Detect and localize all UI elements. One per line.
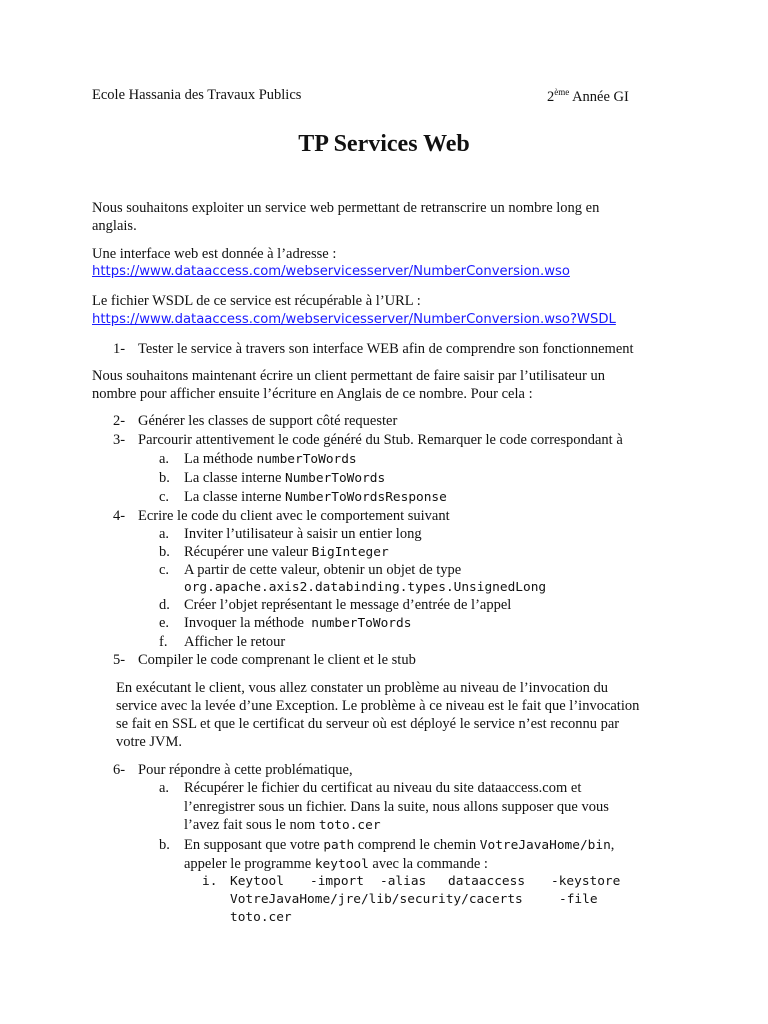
year-number: 2 bbox=[547, 88, 555, 105]
wsdl-link[interactable]: https://www.dataaccess.com/webservicesserver/NumberConversion.wso?WSDL bbox=[92, 312, 616, 327]
item-3b-code: NumberToWords bbox=[285, 471, 386, 486]
item-6b-text-5: avec la commande : bbox=[368, 856, 488, 872]
item-4b-mark: b. bbox=[159, 544, 170, 560]
item-4d-text: Créer l’objet représentant le message d’entrée de l’appel bbox=[184, 597, 512, 613]
item-1-number: 1- bbox=[113, 341, 126, 357]
cmd-file-value: toto.cer bbox=[230, 910, 292, 925]
item-6a-line-3-text: l’avez fait sous le nom bbox=[184, 817, 319, 833]
item-3a-text: La méthode bbox=[184, 451, 257, 467]
item-4e-text: Invoquer la méthode bbox=[184, 615, 312, 631]
para-2-line-2: nombre pour afficher ensuite l’écriture en Anglais de ce nombre. Pour cela : bbox=[92, 386, 533, 402]
item-6b-path-code: path bbox=[323, 838, 355, 853]
year-label bbox=[547, 87, 629, 106]
item-6a-line-3 bbox=[184, 817, 381, 834]
item-3b-mark: b. bbox=[159, 470, 170, 486]
web-interface-label: Une interface web est donnée à l’adresse : bbox=[92, 246, 337, 262]
item-4e-code: numberToWords bbox=[311, 616, 412, 631]
item-6a-line-2: l’enregistrer sous un fichier. Dans la suite, nous allons supposer que vous bbox=[184, 799, 609, 815]
year-program: Année GI bbox=[569, 88, 629, 105]
item-3-number: 3- bbox=[113, 432, 126, 448]
item-3c-text: La classe interne bbox=[184, 489, 286, 505]
para-3-line-2: service avec la levée d’une Exception. Le problème à ce niveau est le fait que l’invocation bbox=[116, 698, 640, 714]
item-4e-mark: e. bbox=[159, 615, 170, 631]
item-6a-line-1: Récupérer le fichier du certificat au niveau du site dataaccess.com et bbox=[184, 780, 582, 796]
item-4f-mark: f. bbox=[159, 634, 168, 650]
item-3a bbox=[184, 451, 357, 468]
para-2-line-1: Nous souhaitons maintenant écrire un client permettant de faire saisir par l’utilisateur un bbox=[92, 368, 605, 384]
cmd-keystore-path: VotreJavaHome/jre/lib/security/cacerts bbox=[230, 892, 523, 907]
item-4c-code: org.apache.axis2.databinding.types.UnsignedLong bbox=[184, 580, 547, 595]
item-6b-line-1 bbox=[184, 837, 614, 854]
year-superscript: ème bbox=[554, 87, 570, 97]
item-4-text: Ecrire le code du client avec le comportement suivant bbox=[138, 508, 450, 524]
item-3c-code: NumberToWordsResponse bbox=[285, 490, 447, 505]
item-3c bbox=[184, 489, 447, 506]
item-4a-mark: a. bbox=[159, 526, 170, 542]
cmd-file: -file bbox=[559, 892, 598, 907]
item-5-number: 5- bbox=[113, 652, 126, 668]
item-6a-filename: toto.cer bbox=[318, 818, 381, 833]
item-6b-text-4: appeler le programme bbox=[184, 856, 315, 872]
page-title: TP Services Web bbox=[298, 131, 470, 157]
item-6b-keytool-code: keytool bbox=[314, 857, 369, 872]
item-6-text: Pour répondre à cette problématique, bbox=[138, 762, 353, 778]
item-6b-text-3: , bbox=[610, 837, 615, 853]
item-3-text: Parcourir attentivement le code généré du Stub. Remarquer le code correspondant à bbox=[138, 432, 623, 448]
item-3b bbox=[184, 470, 385, 487]
item-3a-code: numberToWords bbox=[256, 452, 357, 467]
item-4b-code: BigInteger bbox=[311, 545, 389, 560]
item-4f-text: Afficher le retour bbox=[184, 634, 286, 650]
item-4b bbox=[184, 544, 389, 561]
wsdl-label: Le fichier WSDL de ce service est récupérable à l’URL : bbox=[92, 293, 421, 309]
item-6bi-mark: i. bbox=[202, 874, 218, 889]
cmd-alias-value: dataaccess bbox=[448, 874, 526, 889]
item-6b-text-2: comprend le chemin bbox=[354, 837, 480, 853]
item-6b-mark: b. bbox=[159, 837, 170, 853]
item-4b-text: Récupérer une valeur bbox=[184, 544, 312, 560]
item-4-number: 4- bbox=[113, 508, 126, 524]
item-4e bbox=[184, 615, 411, 632]
para-3-line-4: votre JVM. bbox=[116, 734, 183, 750]
item-6b-text-1: En supposant que votre bbox=[184, 837, 324, 853]
item-4d-mark: d. bbox=[159, 597, 170, 613]
web-interface-link[interactable]: https://www.dataaccess.com/webservicesserver/NumberConversion.wso bbox=[92, 264, 570, 279]
item-3c-mark: c. bbox=[159, 489, 170, 505]
item-6-number: 6- bbox=[113, 762, 126, 778]
school-name: Ecole Hassania des Travaux Publics bbox=[92, 87, 302, 103]
item-2-number: 2- bbox=[113, 413, 126, 429]
para-3-line-3: se fait en SSL et que le certificat du serveur où est déployé le service n’est reconnu par bbox=[116, 716, 620, 732]
para-3-line-1: En exécutant le client, vous allez constater un problème au niveau de l’invocation du bbox=[116, 680, 609, 696]
intro-line-1: Nous souhaitons exploiter un service web permettant de retranscrire un nombre long en bbox=[92, 200, 600, 216]
item-2-text: Générer les classes de support côté requester bbox=[138, 413, 398, 429]
intro-line-2: anglais. bbox=[92, 218, 137, 234]
item-6b-bin-code: VotreJavaHome/bin bbox=[479, 838, 611, 853]
item-4a-text: Inviter l’utilisateur à saisir un entier long bbox=[184, 526, 422, 542]
item-5-text: Compiler le code comprenant le client et le stub bbox=[138, 652, 416, 668]
cmd-import: -import bbox=[310, 874, 364, 889]
item-4c-text: A partir de cette valeur, obtenir un objet de type bbox=[184, 562, 462, 578]
cmd-alias: -alias bbox=[380, 874, 427, 889]
item-6a-mark: a. bbox=[159, 780, 170, 796]
item-1-text: Tester le service à travers son interface WEB afin de comprendre son fonctionnement bbox=[138, 341, 634, 357]
item-3b-text: La classe interne bbox=[184, 470, 286, 486]
item-6b-line-2 bbox=[184, 856, 488, 873]
cmd-keystore: -keystore bbox=[551, 874, 621, 889]
item-4c-mark: c. bbox=[159, 562, 170, 578]
item-3a-mark: a. bbox=[159, 451, 170, 467]
cmd-keytool: Keytool bbox=[230, 874, 284, 889]
